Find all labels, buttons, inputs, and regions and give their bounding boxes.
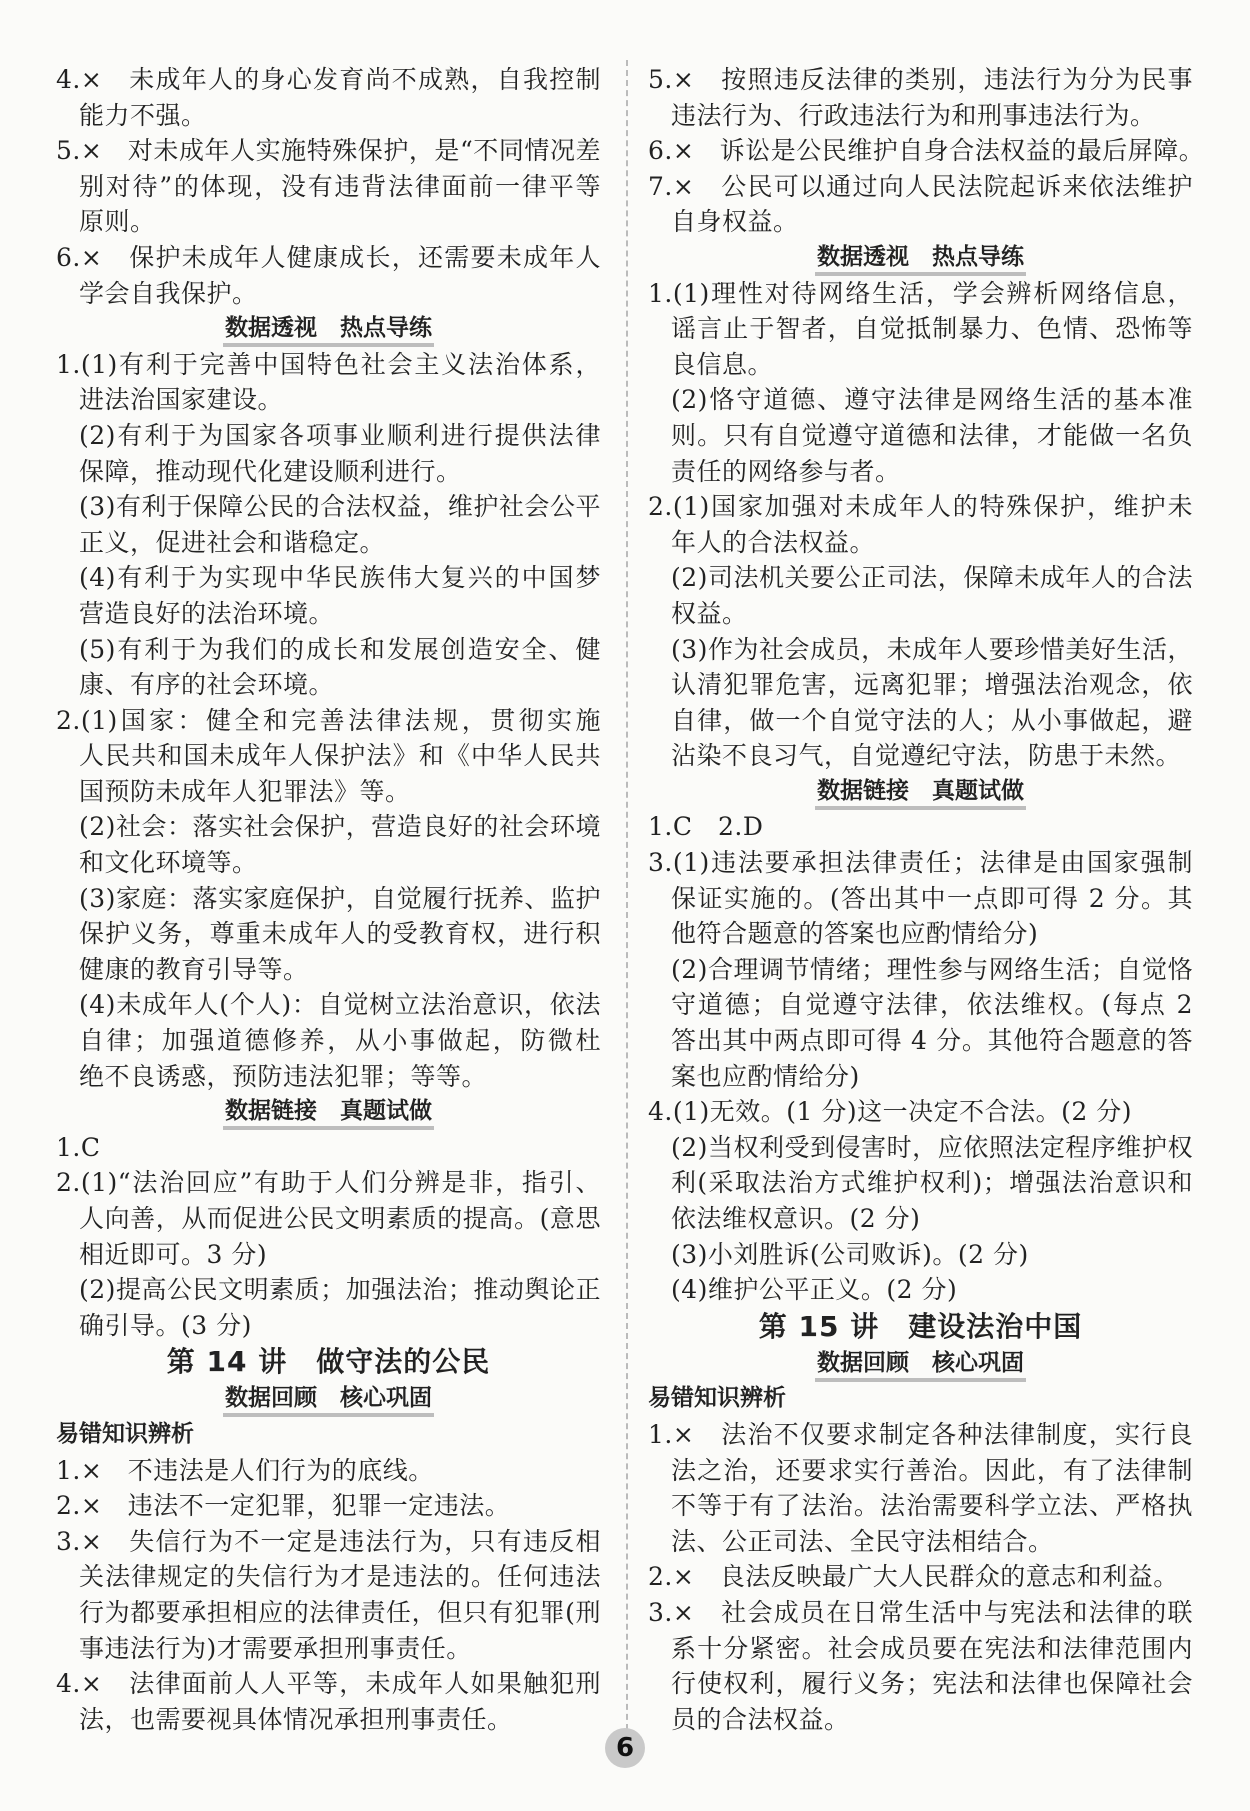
- text-line: 认清犯罪危害，远离犯罪；增强法治观念，依: [671, 670, 1193, 700]
- answer-item: [648, 1094, 1193, 1308]
- text-line: (3)小刘胜诉(公司败诉)。(2 分): [671, 1239, 1029, 1269]
- text-line: 员的合法权益。: [671, 1704, 850, 1734]
- text-line: 则。只有自觉遵守道德和法律，才能做一名负: [671, 420, 1193, 450]
- answer-item: [648, 1595, 1193, 1737]
- text-line: 违法行为、行政违法行为和刑事违法行为。: [671, 100, 1156, 130]
- text-line: (2)有利于为国家各项事业顺利进行提供法律: [79, 420, 601, 450]
- page-number: 6: [605, 1728, 645, 1768]
- text-line: 自身权益。: [671, 207, 799, 237]
- text-line: 4.(1)无效。(1 分)这一决定不合法。(2 分): [648, 1097, 1132, 1127]
- column-divider: [626, 60, 628, 1750]
- text-line: (2)当权利受到侵害时，应依照法定程序维护权: [671, 1132, 1193, 1162]
- answer-item: [56, 133, 601, 240]
- answer-item: [56, 1488, 601, 1524]
- text-line: 1.C 2.D: [648, 812, 764, 842]
- section-heading-text: 数据回顾 核心巩固: [815, 1348, 1026, 1382]
- text-line: (2)提高公民文明素质；加强法治；推动舆论正: [79, 1275, 601, 1305]
- text-line: 2.(1)“法治回应”有助于人们分辨是非，指引、: [56, 1168, 601, 1198]
- text-line: (4)有利于为实现中华民族伟大复兴的中国梦: [79, 563, 601, 593]
- text-line: 2.(1)国家加强对未成年人的特殊保护，维护未: [648, 492, 1193, 522]
- text-line: 权益。: [671, 598, 748, 628]
- text-line: 关法律规定的失信行为才是违法的。任何违法: [79, 1562, 601, 1592]
- text-line: 自律；加强道德修养，从小事做起，防微杜: [79, 1026, 601, 1056]
- text-line: (4)未成年人(个人)：自觉树立法治意识，依法: [79, 990, 601, 1020]
- text-line: 人民共和国未成年人保护法》和《中华人民共: [79, 741, 601, 771]
- text-line: 1.× 不违法是人们行为的底线。: [56, 1455, 434, 1485]
- answer-item: [56, 347, 601, 703]
- text-line: 5.× 对未成年人实施特殊保护，是“不同情况差: [56, 136, 601, 166]
- text-line: 保证实施的。(答出其中一点即可得 2 分。其: [671, 883, 1193, 913]
- answer-item: [56, 1130, 601, 1166]
- answer-item: [56, 62, 601, 133]
- answer-item: [648, 1559, 1193, 1595]
- text-line: 答出其中两点即可得 4 分。其他符合题意的答: [671, 1026, 1193, 1056]
- text-line: 谣言止于智者，自觉抵制暴力、色情、恐怖等: [671, 314, 1193, 344]
- section-heading: [648, 1346, 1193, 1382]
- text-line: 能力不强。: [79, 100, 207, 130]
- text-line: 确引导。(3 分): [79, 1310, 252, 1340]
- text-line: 系十分紧密。社会成员要在宪法和法律范围内: [671, 1633, 1193, 1663]
- answer-item: [648, 1417, 1193, 1559]
- text-line: 年人的合法权益。: [671, 527, 876, 557]
- answer-item: [56, 1666, 601, 1737]
- text-line: 5.× 按照违反法律的类别，违法行为分为民事: [648, 65, 1193, 94]
- answer-item: [56, 1453, 601, 1489]
- section-heading: [648, 774, 1193, 810]
- text-line: (2)恪守道德、遵守法律是网络生活的基本准: [671, 385, 1193, 415]
- text-line: 学会自我保护。: [79, 278, 258, 308]
- section-heading-text: 数据透视 热点导练: [223, 313, 434, 347]
- text-line: 正义，促进社会和谐稳定。: [79, 527, 386, 557]
- text-line: 依法维权意识。(2 分): [671, 1204, 921, 1233]
- text-line: 6.× 保护未成年人健康成长，还需要未成年人: [56, 242, 601, 272]
- text-line: 3.× 失信行为不一定是违法行为，只有违反相: [56, 1526, 601, 1556]
- text-line: 健康的教育引导等。: [79, 954, 309, 984]
- section-heading: [56, 1381, 601, 1417]
- answer-item: [648, 845, 1193, 1094]
- answer-item: [648, 169, 1193, 240]
- text-line: (3)有利于保障公民的合法权益，维护社会公平: [79, 492, 601, 522]
- text-line: 3.(1)违法要承担法律责任；法律是由国家强制: [648, 848, 1193, 878]
- subsection-label: 易错知识辨析: [56, 1420, 194, 1447]
- text-line: 他符合题意的答案也应酌情给分): [671, 919, 1039, 949]
- text-line: 案也应酌情给分): [671, 1061, 860, 1091]
- text-line: 行使权利，履行义务；宪法和法律也保障社会: [671, 1669, 1193, 1699]
- text-line: (3)家庭：落实家庭保护，自觉履行抚养、监护: [79, 883, 601, 913]
- text-line: 行为都要承担相应的法律责任，但只有犯罪(刑: [79, 1597, 601, 1627]
- text-line: 法之治，还要求实行善治。因此，有了法律制: [671, 1455, 1193, 1485]
- text-line: 相近即可。3 分): [79, 1239, 268, 1269]
- section-heading-text: 数据链接 真题试做: [815, 776, 1026, 810]
- text-line: 法、公正司法、全民守法相结合。: [671, 1526, 1054, 1556]
- text-line: 2.(1)国家：健全和完善法律法规，贯彻实施: [56, 705, 601, 735]
- text-line: 良信息。: [671, 349, 774, 379]
- text-line: 守道德；自觉遵守法律，依法维权。(每点 2: [671, 990, 1193, 1020]
- text-line: 4.× 法律面前人人平等，未成年人如果触犯刑: [56, 1669, 601, 1699]
- text-line: (4)维护公平正义。(2 分): [671, 1275, 958, 1305]
- lesson-title: 第 14 讲 做守法的公民: [166, 1345, 491, 1379]
- section-heading: [56, 311, 601, 347]
- section-heading-text: 数据透视 热点导练: [815, 242, 1026, 276]
- left-column: [56, 62, 601, 1737]
- section-heading: [648, 240, 1193, 276]
- text-line: 进法治国家建设。: [79, 385, 284, 415]
- text-line: 别对待”的体现，没有违背法律面前一律平等: [79, 171, 601, 201]
- text-line: (2)社会：落实社会保护，营造良好的社会环境: [79, 812, 601, 842]
- text-line: 自律，做一个自觉守法的人；从小事做起，避: [671, 705, 1193, 735]
- text-line: 4.× 未成年人的身心发育尚不成熟，自我控制: [56, 65, 601, 94]
- text-line: 利(采取法治方式维护权利)；增强法治意识和: [671, 1168, 1193, 1198]
- answer-item: [648, 809, 1193, 845]
- answer-item: [648, 276, 1193, 490]
- subsection-label: 易错知识辨析: [648, 1385, 786, 1412]
- text-line: 营造良好的法治环境。: [79, 598, 335, 628]
- text-line: 和文化环境等。: [79, 848, 258, 878]
- answer-item: [648, 489, 1193, 774]
- section-heading: [56, 1094, 601, 1130]
- text-line: 原则。: [79, 207, 156, 237]
- answer-item: [56, 703, 601, 1095]
- text-line: 绝不良诱惑，预防违法犯罪；等等。: [79, 1061, 488, 1091]
- text-line: 沾染不良习气，自觉遵纪守法，防患于未然。: [671, 741, 1182, 771]
- right-column: [648, 62, 1205, 1737]
- answer-item: [56, 1165, 601, 1343]
- text-line: (2)合理调节情绪；理性参与网络生活；自觉恪: [671, 954, 1193, 984]
- text-line: 事违法行为)才需要承担刑事责任。: [79, 1633, 472, 1663]
- text-line: 康、有序的社会环境。: [79, 670, 335, 700]
- section-heading-text: 数据链接 真题试做: [223, 1096, 434, 1130]
- text-line: 1.C: [56, 1132, 101, 1162]
- answer-item: [648, 133, 1205, 169]
- text-line: 2.× 违法不一定犯罪，犯罪一定违法。: [56, 1491, 511, 1521]
- text-line: 6.× 诉讼是公民维护自身合法权益的最后屏障。: [648, 136, 1205, 166]
- text-line: 责任的网络参与者。: [671, 456, 901, 486]
- text-line: 保护义务，尊重未成年人的受教育权，进行积: [79, 919, 601, 949]
- answer-item: [56, 1524, 601, 1666]
- text-line: 不等于有了法治。法治需要科学立法、严格执: [671, 1491, 1193, 1521]
- text-line: 3.× 社会成员在日常生活中与宪法和法律的联: [648, 1597, 1193, 1627]
- text-line: 法，也需要视具体情况承担刑事责任。: [79, 1704, 513, 1734]
- text-line: (3)作为社会成员，未成年人要珍惜美好生活，: [671, 634, 1193, 664]
- text-line: 人向善，从而促进公民文明素质的提高。(意思: [79, 1204, 601, 1233]
- text-line: 1.(1)理性对待网络生活，学会辨析网络信息，: [648, 278, 1193, 308]
- section-heading-text: 数据回顾 核心巩固: [223, 1383, 434, 1417]
- text-line: 国预防未成年人犯罪法》等。: [79, 776, 411, 806]
- lesson-title: 第 15 讲 建设法治中国: [758, 1309, 1083, 1343]
- text-line: 2.× 良法反映最广大人民群众的意志和利益。: [648, 1562, 1179, 1592]
- text-line: 1.× 法治不仅要求制定各种法律制度，实行良: [648, 1419, 1193, 1449]
- text-line: (2)司法机关要公正司法，保障未成年人的合法: [671, 563, 1193, 593]
- answer-item: [56, 240, 601, 311]
- text-line: (5)有利于为我们的成长和发展创造安全、健: [79, 634, 601, 664]
- text-line: 保障，推动现代化建设顺利进行。: [79, 456, 462, 486]
- text-line: 7.× 公民可以通过向人民法院起诉来依法维护: [648, 171, 1193, 201]
- text-line: 1.(1)有利于完善中国特色社会主义法治体系，: [56, 349, 601, 379]
- answer-item: [648, 62, 1193, 133]
